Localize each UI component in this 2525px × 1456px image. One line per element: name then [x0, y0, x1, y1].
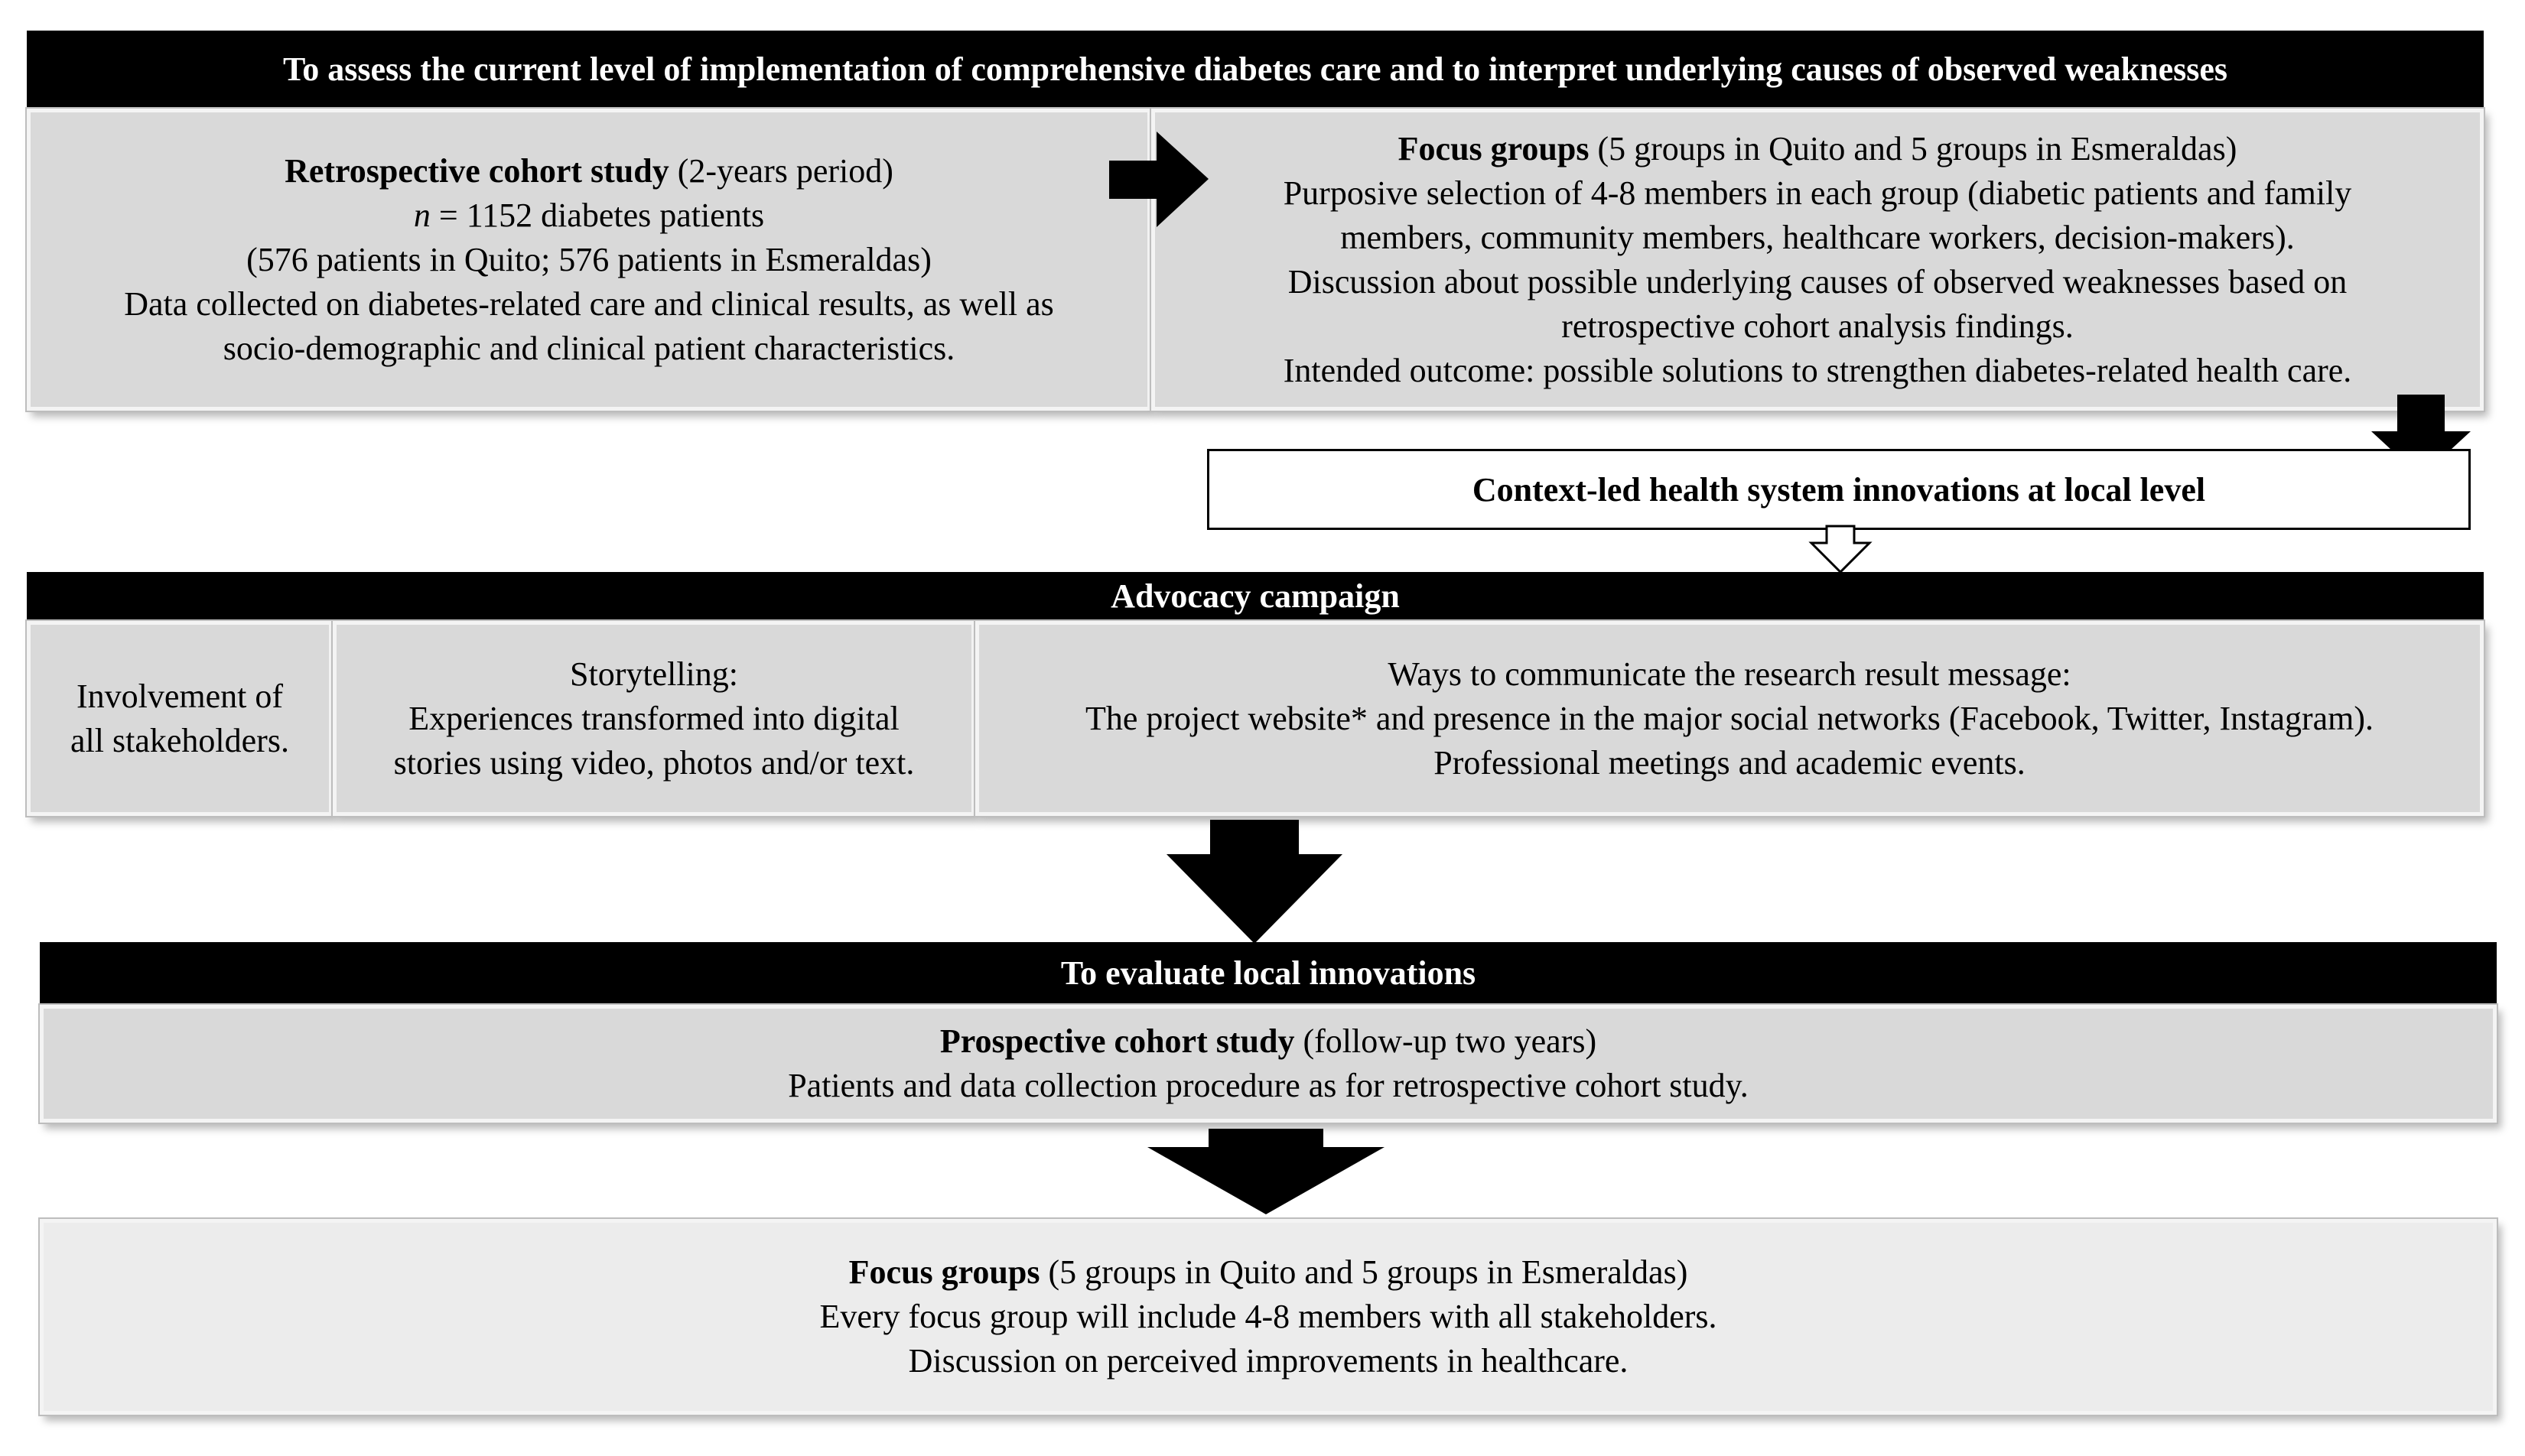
ways-line3: Professional meetings and academic events. [1433, 743, 2026, 782]
context-box: Context-led health system innovations at local level [1207, 449, 2471, 530]
storytelling-panel [333, 621, 975, 816]
final-focus-line2: Every focus group will include 4-8 members with all stakeholders. [819, 1298, 1717, 1335]
involvement-line2: all stakeholders. [70, 721, 289, 759]
hollow-down-arrow-icon [1811, 526, 1869, 574]
ways-line2: The project website* and presence in the major social networks (Facebook, Twitter, Instagram). [1085, 699, 2374, 737]
final-focus-line3: Discussion on perceived improvements in healthcare. [908, 1342, 1629, 1380]
focus-line1: Purposive selection of 4-8 members in each group (diabetic patients and family [1283, 174, 2352, 212]
advocacy-header: Advocacy campaign [27, 572, 2484, 619]
focus-line5: Intended outcome: possible solutions to strengthen diabetes-related health care. [1283, 351, 2352, 389]
retrospective-cohort-panel [27, 109, 1151, 411]
prospective-line2: Patients and data collection procedure as for retrospective cohort study. [788, 1067, 1749, 1104]
storytelling-line1: Storytelling: [570, 655, 738, 693]
prospective-title: Prospective cohort study (follow-up two years) [939, 1022, 1597, 1060]
cohort-split: (576 patients in Quito; 576 patients in Esmeraldas) [246, 240, 932, 278]
ways-line1: Ways to communicate the research result message: [1388, 655, 2071, 693]
right-arrow-icon [1109, 132, 1209, 227]
cohort-data-line1: Data collected on diabetes-related care and clinical results, as well as [124, 284, 1054, 323]
cohort-data-line2: socio-demographic and clinical patient characteristics. [223, 329, 955, 367]
focus-line2: members, community members, healthcare workers, decision-makers). [1340, 218, 2295, 256]
focus-line3: Discussion about possible underlying causes of observed weaknesses based on [1287, 262, 2348, 301]
involvement-panel [27, 621, 333, 816]
prospective-cohort-panel [40, 1005, 2497, 1123]
evaluate-header: To evaluate local innovations [40, 942, 2497, 1003]
down-arrow-icon [1167, 820, 1342, 944]
cohort-n: n = 1152 diabetes patients [413, 196, 765, 234]
storytelling-line2: Experiences transformed into digital [408, 699, 900, 737]
involvement-line1: Involvement of [76, 677, 284, 715]
focus-title: Focus groups (5 groups in Quito and 5 groups in Esmeraldas) [1398, 129, 2237, 167]
final-focus-title: Focus groups (5 groups in Quito and 5 groups in Esmeraldas) [848, 1253, 1688, 1291]
final-focus-groups-panel [40, 1219, 2497, 1415]
storytelling-line3: stories using video, photos and/or text. [393, 743, 915, 782]
focus-line4: retrospective cohort analysis findings. [1561, 307, 2074, 345]
assess-header: To assess the current level of implementation of comprehensive diabetes care and to interpret underlying causes of observed weaknesses [27, 31, 2484, 107]
communication-panel [975, 621, 2484, 816]
focus-groups-panel [1151, 109, 2484, 411]
cohort-title: Retrospective cohort study (2-years period) [285, 151, 893, 190]
down-arrow-icon [1147, 1129, 1385, 1214]
